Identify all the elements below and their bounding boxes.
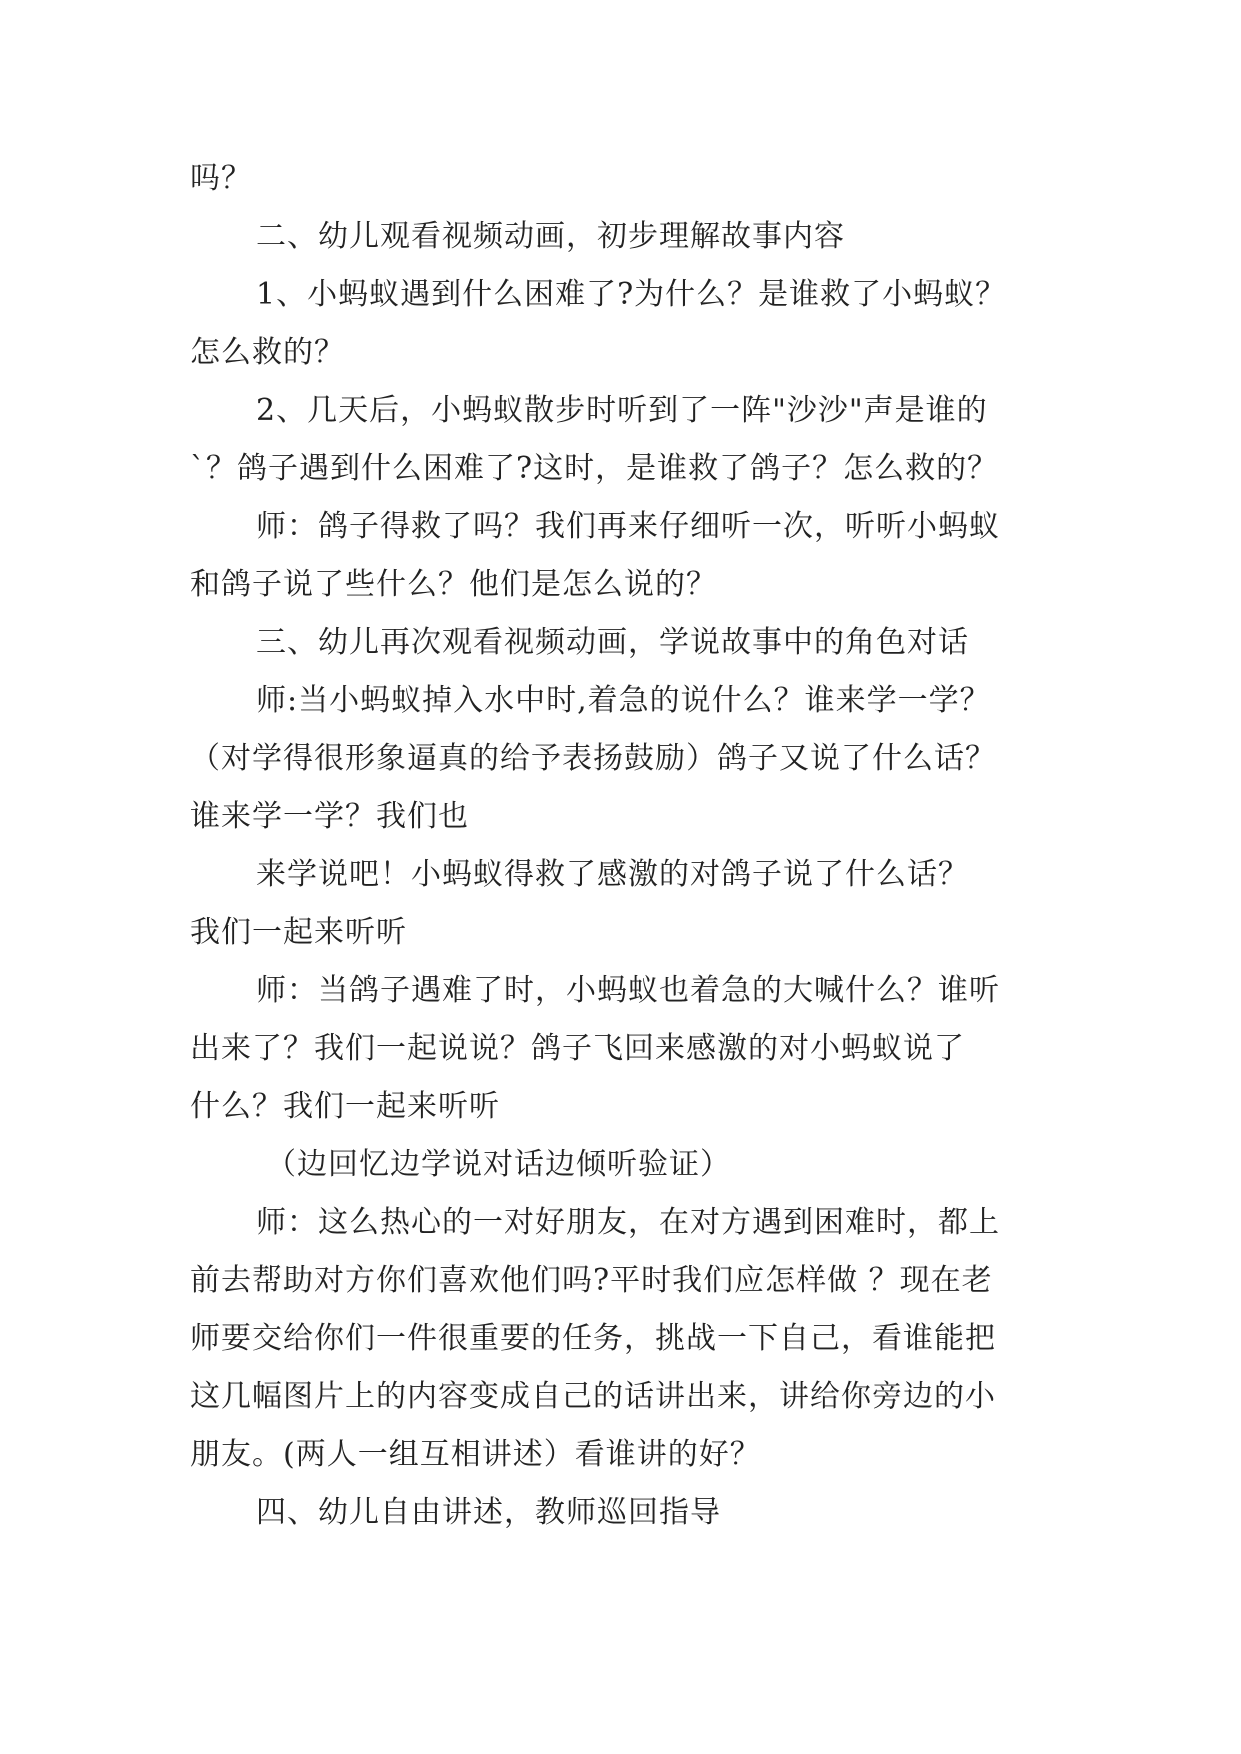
teacher-line-4-continued-1: 前去帮助对方你们喜欢他们吗?平时我们应怎样做 ？现在老 bbox=[190, 1263, 993, 1298]
teacher-line-3-end: 什么？我们一起来听听 bbox=[190, 1089, 500, 1124]
section-heading-3: 三、幼儿再次观看视频动画，学说故事中的角色对话 bbox=[256, 625, 969, 660]
parenthetical-note: （边回忆边学说对话边倾听验证） bbox=[266, 1147, 731, 1182]
question-2-continued: `？鸽子遇到什么困难了?这时，是谁救了鸽子？怎么救的？ bbox=[190, 451, 999, 486]
teacher-line-2-end: 谁来学一学？我们也 bbox=[190, 799, 469, 834]
paragraph-learn-say: 来学说吧！小蚂蚁得救了感激的对鸽子说了什么话？ bbox=[256, 857, 969, 892]
text-line-1: 吗？ bbox=[190, 161, 252, 196]
teacher-line-4-end: 朋友。(两人一组互相讲述）看谁讲的好？ bbox=[190, 1437, 761, 1472]
teacher-line-2: 师:当小蚂蚁掉入水中时,着急的说什么？谁来学一学？ bbox=[256, 683, 991, 718]
teacher-line-4-continued-2: 师要交给你们一件很重要的任务，挑战一下自己，看谁能把 bbox=[190, 1321, 996, 1356]
document-page bbox=[190, 150, 1050, 1542]
teacher-line-3: 师：当鸽子遇难了时，小蚂蚁也着急的大喊什么？谁听 bbox=[256, 973, 1000, 1008]
teacher-line-1-continued: 和鸽子说了些什么？他们是怎么说的？ bbox=[190, 567, 717, 602]
teacher-line-2-continued: （对学得很形象逼真的给予表扬鼓励）鸽子又说了什么话？ bbox=[190, 741, 996, 776]
paragraph-learn-say-continued: 我们一起来听听 bbox=[190, 915, 407, 950]
teacher-line-4: 师：这么热心的一对好朋友，在对方遇到困难时，都上 bbox=[256, 1205, 1000, 1240]
section-heading-2: 二、幼儿观看视频动画，初步理解故事内容 bbox=[256, 219, 845, 254]
question-1: 1、小蚂蚁遇到什么困难了?为什么？是谁救了小蚂蚁？ bbox=[256, 277, 1007, 312]
section-heading-4: 四、幼儿自由讲述，教师巡回指导 bbox=[256, 1495, 721, 1530]
teacher-line-3-continued: 出来了？我们一起说说？鸽子飞回来感激的对小蚂蚁说了 bbox=[190, 1031, 965, 1066]
teacher-line-4-continued-3: 这几幅图片上的内容变成自己的话讲出来，讲给你旁边的小 bbox=[190, 1379, 996, 1414]
question-2: 2、几天后，小蚂蚁散步时听到了一阵"沙沙"声是谁的 bbox=[256, 393, 988, 428]
teacher-line-1: 师：鸽子得救了吗？我们再来仔细听一次，听听小蚂蚁 bbox=[256, 509, 1000, 544]
question-1-continued: 怎么救的？ bbox=[190, 335, 345, 370]
